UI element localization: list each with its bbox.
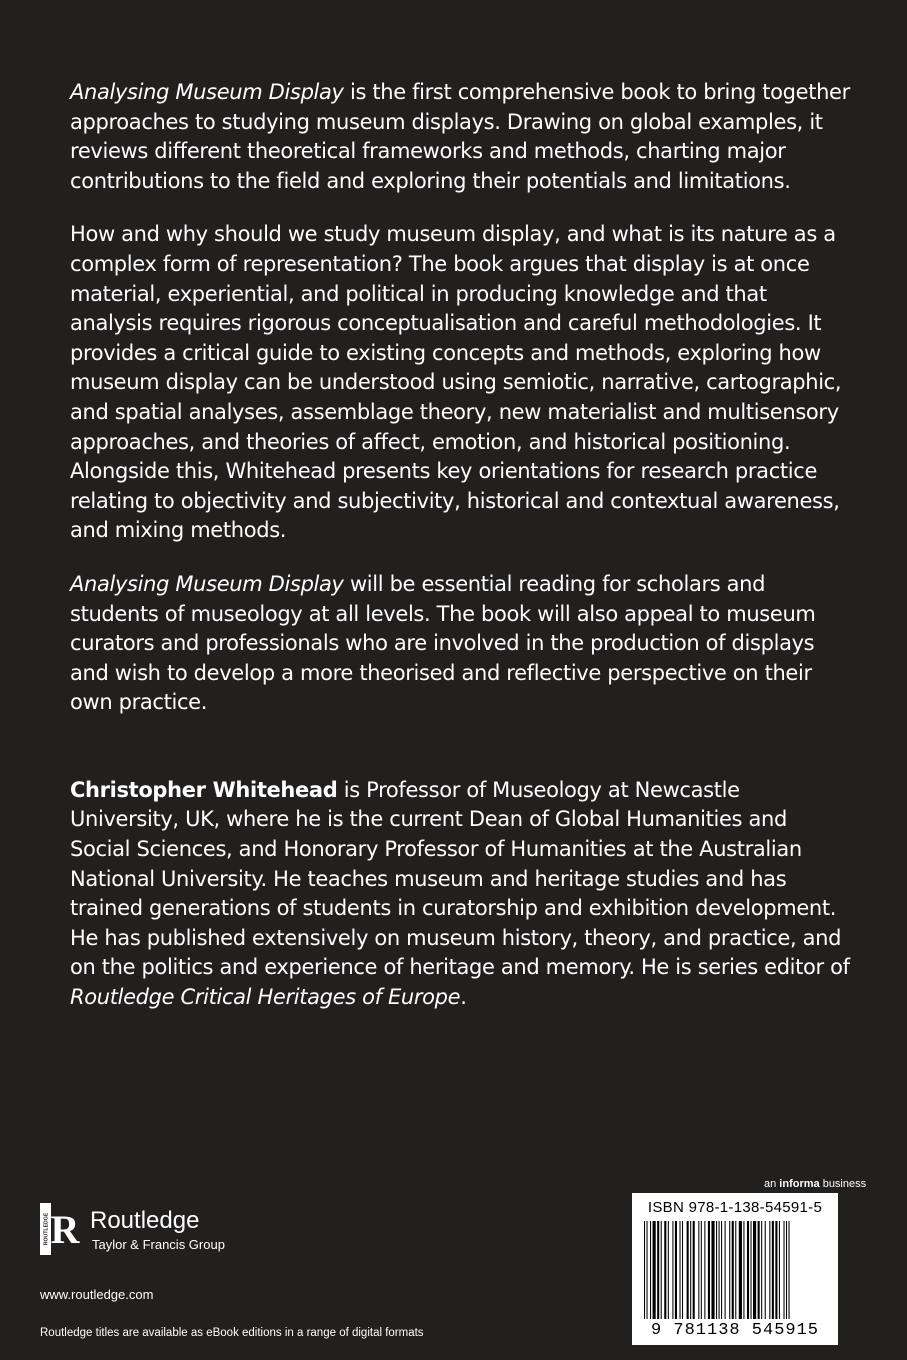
author-bio-text: is Professor of Museology at Newcastle University, UK, where he is the current Dean of Global Humanities and Social Sciences, and Honorary Professor of Humanities at the Australian National University. He teaches museum and heritage studies and has trained generations of students in curatorship and exhibition development. He has published extensively on museum history, theory, and practice, and on the politics and experience of heritage and memory. He is series editor of bbox=[70, 777, 850, 980]
barcode-bar bbox=[711, 1221, 714, 1319]
barcode-bar bbox=[761, 1221, 762, 1319]
barcode-bar bbox=[653, 1221, 656, 1319]
logo-letter: R bbox=[50, 1207, 80, 1252]
barcode-bar bbox=[719, 1221, 720, 1319]
barcode-bar bbox=[765, 1221, 766, 1319]
barcode-bar bbox=[708, 1221, 710, 1319]
isbn-label: ISBN 978-1-138-54591-5 bbox=[647, 1199, 823, 1216]
barcode-bar bbox=[758, 1221, 760, 1319]
series-title: Routledge Critical Heritages of Europe bbox=[70, 985, 461, 1010]
barcode-bar bbox=[690, 1221, 691, 1319]
barcode-bar bbox=[682, 1221, 683, 1319]
barcode-bar bbox=[704, 1221, 705, 1319]
author-name: Christopher Whitehead bbox=[70, 777, 338, 802]
barcode-bar bbox=[735, 1221, 736, 1319]
barcode-bar bbox=[784, 1221, 785, 1319]
barcode-bar bbox=[716, 1221, 717, 1319]
barcode-bar bbox=[747, 1221, 749, 1319]
barcode-bar bbox=[668, 1221, 669, 1319]
blurb-paragraph-3 bbox=[70, 570, 850, 718]
barcode-bar bbox=[680, 1221, 681, 1319]
barcode-bar bbox=[644, 1221, 645, 1319]
barcode-bar bbox=[687, 1221, 689, 1319]
blurb-text: How and why should we study museum display, and what is its nature as a complex form of representation? The book argues that display is at once material, experiential, and political in producing knowledge and that analysis requires rigorous conceptualisation and careful methodologies. It provides a critical guide to existing concepts and methods, exploring how museum display can be understood using semiotic, narrative, cartographic, and spatial analyses, assemblage theory, new materialist and multisensory approaches, and theories of affect, emotion, and historical positioning. Alongside this, Whitehead presents key orientations for research practice relating to objectivity and subjectivity, historical and contextual awareness, and mixing methods. bbox=[70, 222, 842, 543]
barcode-bar bbox=[675, 1221, 677, 1319]
book-title: Analysing Museum Display bbox=[70, 571, 344, 596]
barcode-bar bbox=[698, 1221, 699, 1319]
informa-business-label bbox=[764, 1178, 866, 1190]
barcode-bar bbox=[775, 1221, 777, 1319]
barcode-bar bbox=[725, 1221, 726, 1319]
back-cover-blurb bbox=[70, 78, 850, 1037]
barcode-bar bbox=[672, 1221, 673, 1319]
barcode-bar bbox=[661, 1221, 662, 1319]
book-title: Analysing Museum Display bbox=[70, 80, 344, 104]
barcode-digits: 9 781138 545915 bbox=[650, 1321, 820, 1340]
barcode-bar bbox=[650, 1221, 651, 1319]
barcode-bar bbox=[732, 1221, 734, 1319]
barcode-bar bbox=[743, 1221, 744, 1319]
publisher-name: Routledge bbox=[90, 1207, 200, 1234]
author-bio bbox=[70, 776, 850, 1013]
barcode-bar bbox=[647, 1221, 648, 1319]
publisher-website[interactable]: www.routledge.com bbox=[40, 1287, 154, 1302]
barcode-bar bbox=[721, 1221, 722, 1319]
barcode-bar bbox=[739, 1221, 742, 1319]
barcode-bar bbox=[769, 1221, 770, 1319]
barcode-bar bbox=[751, 1221, 752, 1319]
blurb-text: is the first comprehensive book to bring together approaches to studying museum displays. Drawing on global examples, it reviews different theoretical frameworks and methods, charting major contributions to the field and exploring their potentials and limitations. bbox=[70, 80, 850, 193]
barcode-bar bbox=[753, 1221, 756, 1319]
blurb-text: will be essential reading for scholars and students of museology at all levels. The book will also appeal to museum curators and professionals who are involved in the production of displays and wish to develop a more theorised and reflective perspective on their own practice. bbox=[70, 571, 816, 715]
barcode-bar bbox=[729, 1221, 730, 1319]
routledge-logo-icon bbox=[40, 1203, 80, 1255]
barcode-bar bbox=[664, 1221, 666, 1319]
informa-prefix: an bbox=[764, 1178, 780, 1190]
routledge-logo bbox=[40, 1203, 340, 1263]
series-end: . bbox=[460, 985, 467, 1010]
barcode-bar bbox=[693, 1221, 695, 1319]
barcode-bar bbox=[779, 1221, 780, 1319]
blurb-paragraph-1 bbox=[70, 78, 850, 196]
barcode-bar bbox=[701, 1221, 702, 1319]
informa-suffix: business bbox=[819, 1178, 867, 1190]
barcode-bar bbox=[772, 1221, 774, 1319]
publisher-group: Taylor & Francis Group bbox=[92, 1237, 225, 1252]
barcode-image bbox=[642, 1221, 828, 1319]
informa-brand: informa bbox=[779, 1178, 820, 1190]
isbn-barcode-box bbox=[632, 1193, 838, 1345]
barcode-bar bbox=[657, 1221, 659, 1319]
barcode-bar bbox=[786, 1221, 787, 1319]
barcode-bar bbox=[789, 1221, 790, 1319]
logo-side-text: ROUTLEDGE bbox=[43, 1212, 50, 1246]
ebook-note: Routledge titles are available as eBook editions in a range of digital formats bbox=[40, 1327, 424, 1339]
blurb-paragraph-2 bbox=[70, 220, 850, 546]
